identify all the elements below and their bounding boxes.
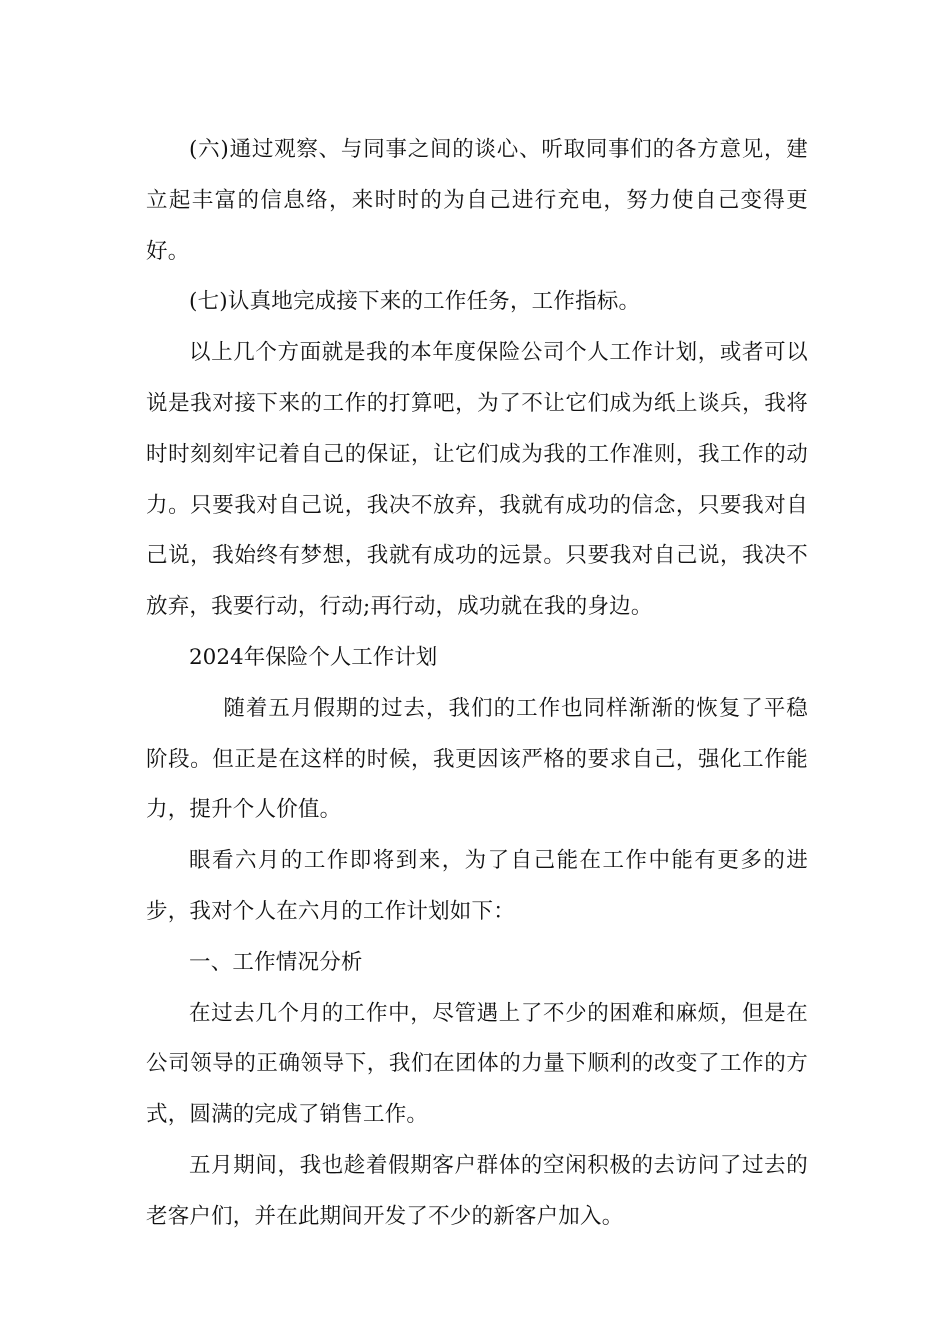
- paragraph-june-plan: 眼看六月的工作即将到来，为了自己能在工作中能有更多的进步，我对个人在六月的工作计划如下：: [146, 848, 808, 924]
- paragraph-may-clients: 五月期间，我也趁着假期客户群体的空闲积极的去访问了过去的老客户们，并在此期间开发了不少的新客户加入。: [146, 1152, 808, 1229]
- section-heading-analysis: 一、工作情况分析: [189, 949, 363, 975]
- paragraph-intro: 随着五月假期的过去，我们的工作也同样渐渐的恢复了平稳阶段。但正是在这样的时候，我更因该严格的要求自己，强化工作能力，提升个人价值。: [146, 695, 808, 823]
- section-title: 2024年保险个人工作计划: [189, 644, 438, 670]
- paragraph-item-6: (六)通过观察、与同事之间的谈心、听取同事们的各方意见，建立起丰富的信息络，来时时的为自己进行充电，努力使自己变得更好。: [146, 137, 808, 264]
- paragraph-past-work: 在过去几个月的工作中，尽管遇上了不少的困难和麻烦，但是在公司领导的正确领导下，我们在团体的力量下顺利的改变了工作的方式，圆满的完成了销售工作。: [146, 1000, 808, 1128]
- paragraph-item-7: (七)认真地完成接下来的工作任务，工作指标。: [189, 289, 641, 315]
- document-body: [146, 125, 808, 1243]
- paragraph-summary: 以上几个方面就是我的本年度保险公司个人工作计划，或者可以说是我对接下来的工作的打算吧，为了不让它们成为纸上谈兵，我将时时刻刻牢记着自己的保证，让它们成为我的工作准则，我工作的动力。只要我对自己说，我决不放弃，我就有成功的信念，只要我对自己说，我始终有梦想，我就有成功的远景。只要我对自己说，我决不放弃，我要行动，行动;再行动，成功就在我的身边。: [146, 340, 808, 620]
